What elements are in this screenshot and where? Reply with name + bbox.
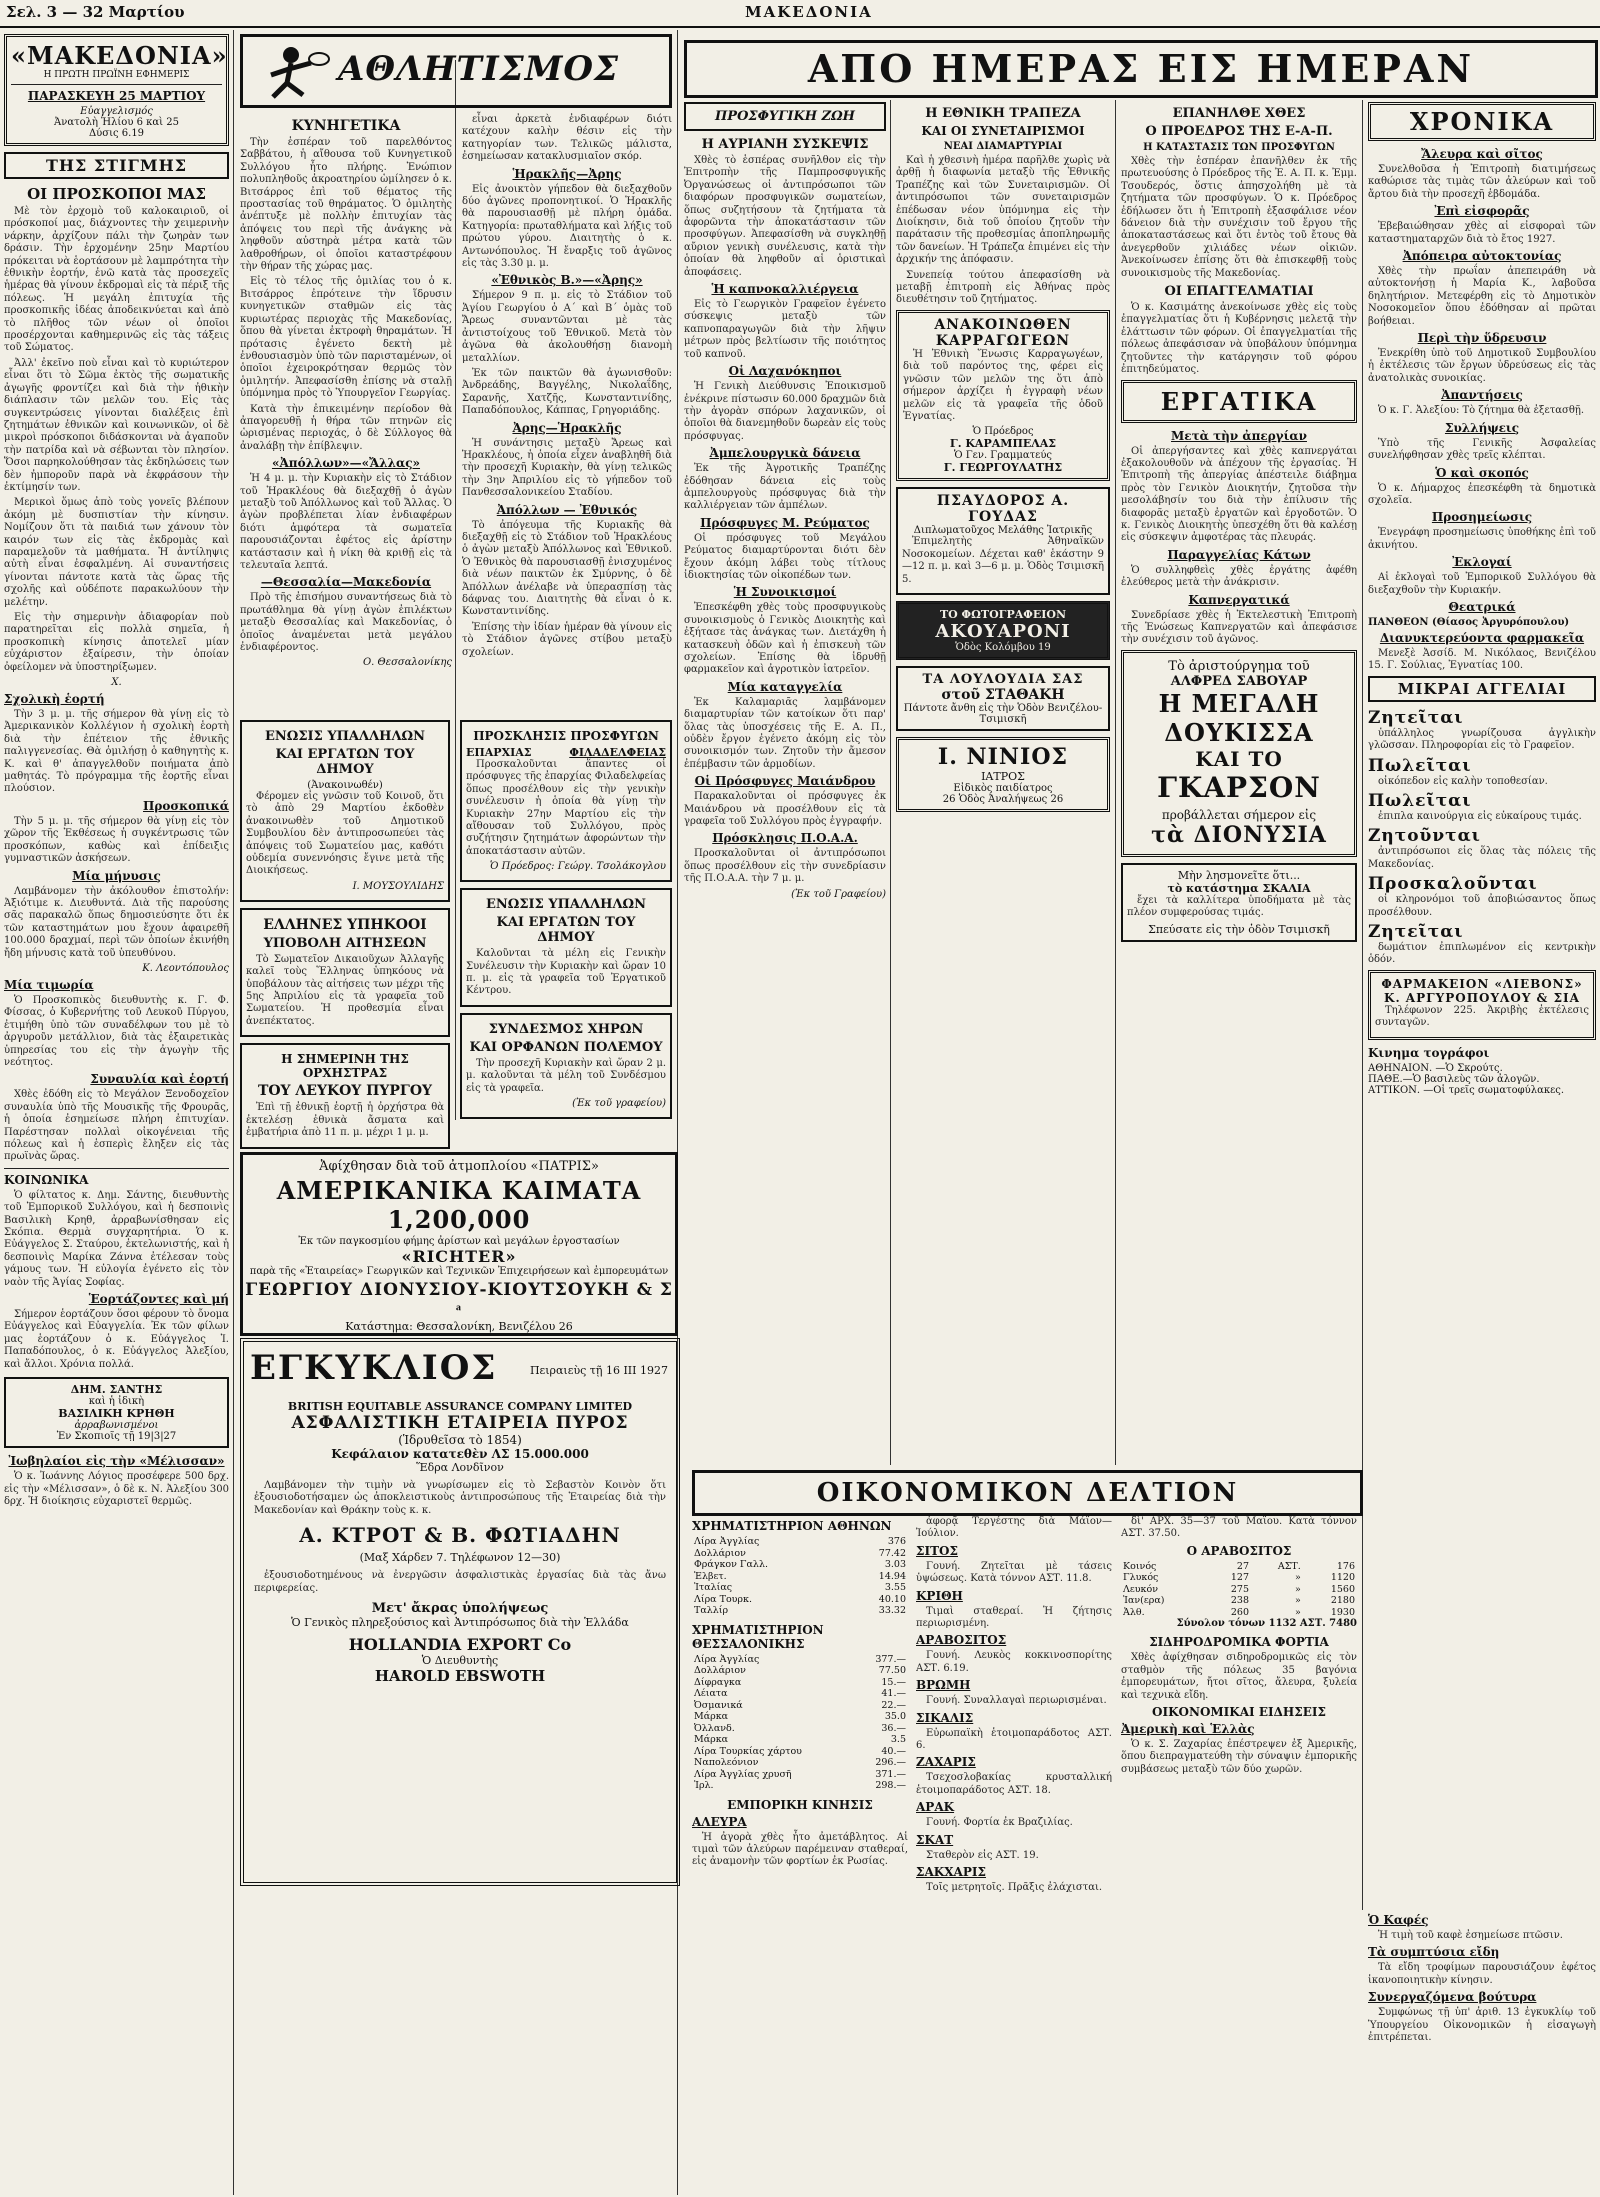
market-row	[692, 1734, 908, 1746]
cinema-title: Κινημα τογράφοι	[1368, 1045, 1490, 1060]
econ-sub-2: Ὁ Καφές	[1368, 1913, 1429, 1927]
market-cell: Ἰαν(ερα)	[1123, 1595, 1165, 1607]
classifieds-title: ΜΙΚΡΑΙ ΑΓΓΕΛΙΑΙ	[1397, 679, 1567, 698]
pharmacy-ad: ΦΑΡΜΑΚΕΙΟΝ «ΛΙΕΒΟΝΣ» Κ. ΑΡΓΥΡΟΠΟΥΛΟΥ & ΣΙΑ Τηλέφωνον 225. Ἀκριβὴς ἐκτέλεσις συνταγῶν.	[1368, 970, 1596, 1040]
ad-circular-date: Πειραιεὺς τῇ 16 ΙΙΙ 1927	[529, 1364, 668, 1377]
good-2: ΚΡΙΘΗ	[916, 1588, 963, 1603]
ad-patris-brand: «RICHTER»	[401, 1247, 517, 1266]
market-cell: Γλυκός	[1123, 1572, 1159, 1584]
good-4: ΒΡΩΜΗ	[916, 1678, 971, 1693]
section-moment	[4, 152, 229, 179]
match-apollon: «Ἀπόλλων»—«Ἄλλας»	[271, 456, 421, 471]
market-row	[692, 1746, 908, 1758]
market-cell: Δίφραγκα	[694, 1676, 742, 1688]
ad-patris-branch	[243, 1333, 675, 1336]
tomorrow-meeting-title: Η ΑΥΡΙΑΝΗ ΣΥΣΚΕΨΙΣ	[701, 137, 869, 152]
col3-sub-loans: Ἀμπελουργικὰ δάνεια	[709, 446, 861, 461]
market-row	[692, 1571, 908, 1583]
market-row	[692, 1780, 908, 1792]
union-title-2: ΚΑΙ ΕΡΓΑΤΩΝ ΤΟΥ ΔΗΜΟΥ	[275, 747, 415, 777]
cinema-2: ΠΑΘΕ.—Ὁ βασιλεὺς τῶν ἀλογῶν.	[1368, 1073, 1540, 1085]
union-sign: Ι. ΜΟΥΣΟΥΛΙΔΗΣ	[352, 880, 444, 892]
market-cell: 77.42	[878, 1547, 906, 1559]
refugees-sign: Ὁ Πρόεδρος: Γεώργ. Τσολάκογλου	[489, 861, 666, 873]
masthead-sunset: Δύσις 6.19	[88, 128, 145, 139]
chron-arrests: Συλλήψεις	[1444, 420, 1520, 435]
doctor2-sub: ΙΑΤΡΟΣ	[981, 769, 1025, 783]
classified-word-2: Πωλεῖται	[1368, 755, 1472, 776]
sports-sub-ares: Ἀρης—Ἡρακλῆς	[512, 420, 622, 435]
athlete-icon	[251, 41, 331, 101]
trade-title: ΕΜΠΟΡΙΚΗ ΚΙΝΗΣΙΣ	[727, 1797, 873, 1812]
market-cell: 14.94	[878, 1570, 906, 1582]
econ-sub-4: Συνεργαζόμενα βούτυρα	[1368, 1990, 1537, 2005]
chron-goal: Ὁ καὶ σκοπός	[1435, 465, 1529, 480]
ad-patris-address: Κατάστημα: Θεσσαλονίκη, Βενιζέλου 26	[345, 1320, 573, 1333]
masthead-date: ΠΑΡΑΣΚΕΥΗ 25 ΜΑΡΤΙΟΥ	[27, 89, 206, 103]
good-5: ΣΙΚΑΛΙΣ	[916, 1710, 974, 1725]
page-header	[0, 0, 1600, 28]
market-cell: 1930	[1330, 1606, 1355, 1618]
classified-word-4: Ζητοῦνται	[1368, 826, 1481, 847]
theater-when: προβάλλεται σήμερον εἰς	[1161, 807, 1317, 822]
bank-title: Η ΕΘΝΙΚΗ ΤΡΑΠΕΖΑ	[925, 106, 1081, 121]
announcement-sign: Ὁ Πρόεδρος	[972, 426, 1034, 438]
column-4: Η ΕΘΝΙΚΗ ΤΡΑΠΕΖΑ ΚΑΙ ΟΙ ΣΥΝΕΤΑΙΡΙΣΜΟΙ ΝΕΑΙ ΔΙΑΜΑΡΤΥΡΙΑΙ Καὶ ἡ χθεσινὴ ἡμέρα παρῆλθε χωρὶς νὰ ἀρθῇ ἡ διαφωνία μεταξὺ τῆς Ἐθνικῆς Τραπέζης καὶ τῶν Συνεταιρισμῶν. Οἱ ἀντιπρόσωποι τῶν συνεταιρισμῶν ἐπέδωσαν νέον ὑπόμνημα εἰς τὴν Διοίκησιν, διὰ τοῦ ὁποίου ζητοῦν τὴν παράτασιν τῆς προθεσμίας ἀποπληρωμῆς τῶν δανείων. Ἡ Τράπεζα ἐπιμένει εἰς τὴν ἀρχικήν της ἀπόφασιν. Συνεπείᾳ τούτου ἀπεφασίσθη νὰ μεταβῇ ἐπιτροπὴ εἰς Ἀθήνας πρὸς διευθέτησιν τοῦ ζητήματος. ΑΝΑΚΟΙΝΩΘΕΝ ΚΑΡΡΑΓΩΓΕΩΝ Ἡ Ἐθνικὴ Ἕνωσις Καρραγωγέων, διὰ τοῦ παρόντος της, φέρει εἰς γνῶσιν τῶν μελῶν της ὅτι ἀπὸ σήμερον ἀρχίζει ἡ ἐγγραφὴ νέων μελῶν εἰς τὰ γραφεῖα τῆς ὁδοῦ Ἐγνατίας. Ὁ Πρόεδρος Γ. ΚΑΡΑΜΠΕΛΑΣ Ὁ Γεν. Γραμματεύς Γ. ΓΕΩΡΓΟΥΛΑΤΗΣ ΠΣΑΥΔΟΡΟΣ Α. ΓΟΥΔΑΣ Διπλωματοῦχος Μελάθης Ἰατρικῆς Ἐπιμελητὴς Ἀθηναϊκῶν Νοσοκομείων. Δέχεται καθ' ἑκάστην 9—12 π. μ. καὶ 3—6 μ. μ. Ὁδὸς Τσιμισκῆ 5. ΤΟ ΦΩΤΟΓΡΑΦΕΙΟΝ ΑΚΟΥΑΡΟΝΙ Ὁδὸς Κολόμβου 19 ΤΑ ΛΟΥΛΟΥΔΙΑ ΣΑΣ στοῦ ΣΤΑΘΑΚΗ Πάντοτε ἄνθη εἰς τὴν Ὁδὸν Βενιζέλου-Τσιμισκῆ Ι. ΝΙΝΙΟΣ ΙΑΤΡΟΣ Εἰδικὸς παιδίατρος 26 Ὁδὸς Ἀναλήψεως 26	[896, 102, 1110, 1462]
ad-patris-company: ΓΕΩΡΓΙΟΥ ΔΙΟΝΥΣΙΟΥ-ΚΙΟΥΤΣΟΥΚΗ & Σ ͣ	[245, 1280, 673, 1320]
ad-circular-founded: (Ἱδρυθεῖσα τὸ 1854)	[398, 1433, 522, 1447]
announcement-title: ΑΝΑΚΟΙΝΩΘΕΝ	[934, 316, 1072, 333]
market-cell: 238	[1230, 1595, 1249, 1607]
orchestra-sub: ΤΟΥ ΛΕΥΚΟΥ ΠΥΡΓΟΥ	[257, 1083, 433, 1100]
col3-sub-gardens: Οἱ Λαχανόκηποι	[728, 364, 842, 379]
announcement-name: Γ. ΚΑΡΑΜΠΕΛΑΣ	[949, 437, 1057, 451]
engagement-bride: ΒΑΣΙΛΙΚΗ ΚΡΗΘΗ	[58, 1407, 175, 1421]
market-cell: 27	[1236, 1560, 1249, 1572]
col3-sub-current: Πρόσφυγες Μ. Ρεύματος	[700, 515, 870, 530]
chron-mortgage: Προσημείωσις	[1431, 510, 1533, 525]
column-5: ΕΠΑΝΗΛΘΕ ΧΘΕΣ Ο ΠΡΟΕΔΡΟΣ ΤΗΣ Ε-Α-Π. Η ΚΑΤΑΣΤΑΣΙΣ ΤΩΝ ΠΡΟΣΦΥΓΩΝ Χθὲς τὴν ἑσπέραν ἐπανῆλθεν ἐκ τῆς πρωτευούσης ὁ Πρόεδρος τῆς Ἐ. Α. Π. κ. Ἐμμ. Τσουδερός, ὅστις ἀπησχολήθη μὲ τὰ ζητήματα τῶν προσφύγων. Ὁ κ. Πρόεδρος ἐδήλωσεν ὅτι ἡ Ἐπιτροπὴ ἐξασφάλισε νέον δάνειον διὰ τὴν συνέχισιν τοῦ ἔργου τῆς ἀποκαταστάσεως καὶ ὅτι ἐντὸς τοῦ ἔτους θὰ ἀνεγερθοῦν χιλιάδες νέων οἰκιῶν. Ἀνεκοίνωσεν ἐπίσης ὅτι θὰ ἐπισκεφθῇ τοὺς συνοικισμοὺς τῆς Μακεδονίας. ΟΙ ΕΠΑΓΓΕΛΜΑΤΙΑΙ Ὁ κ. Κασιμάτης ἀνεκοίνωσε χθὲς εἰς τοὺς ἐπαγγελματίας ὅτι ἡ Κυβέρνησις μελετᾷ τὴν ἐλάττωσιν τῶν φόρων. Οἱ ἐπαγγελματίαι τῆς πόλεως ἀπεφάσισαν νὰ ὑποβάλουν ὑπόμνημα ζητοῦντες τὴν κατάργησιν τοῦ φόρου ἐπιτηδεύματος. ΕΡΓΑΤΙΚΑ Μετὰ τὴν ἀπεργίαν Οἱ ἀπεργήσαντες καὶ χθὲς καπνεργάται ἐξακολουθοῦν νὰ ἀπέχουν τῆς ἐργασίας. Ἡ Ἐπιτροπὴ τῆς ἀπεργίας ἀπέστειλε διάβημα πρὸς τὸν Γενικὸν Διοικητήν, ζητοῦσα τὴν μεσολάβησίν του διὰ τὴν ἐπίλυσιν τῆς διαφορᾶς μεταξὺ ἐργατῶν καὶ ἐργοδοτῶν. Ὁ κ. Γενικὸς Διοικητὴς ὑπεσχέθη ὅτι θὰ καλέσῃ εἰς σύσκεψιν ἀμφοτέρας τὰς πλευράς. Παραγγελίας Κάτων Ὁ συλληφθεὶς χθὲς ἐργάτης ἀφέθη ἐλεύθερος μετὰ τὴν ἀνάκρισιν. Καπνεργατικά Συνεδρίασε χθὲς ἡ Ἐκτελεστικὴ Ἐπιτροπὴ τῆς Ἑνώσεως Καπνεργατῶν καὶ ἀπεφάσισε τὴν συνέχισιν τοῦ ἀγῶνος. Τὸ ἀριστούργημα τοῦ ΑΛΦΡΕΔ ΣΑΒΟΥΑΡ Η ΜΕΓΑΛΗ ΔΟΥΚΙΣΣΑ ΚΑΙ ΤΟ ΓΚΑΡΣΟΝ προβάλλεται σήμερον εἰς τὰ ΔΙΟΝΥΣΙΑ Μὴν λησμονεῖτε ὅτι... τὸ κατάστημα ΣΚΑΛΙΑ ἔχει τὰ καλλίτερα ὑποδήματα μὲ τὰς πλέον συμφερούσας τιμάς. Σπεύσατε εἰς τὴν ὁδὸν Τσιμισκῆ	[1121, 102, 1357, 1462]
shoes-line2: τὸ κατάστημα ΣΚΑΛΙΑ	[1167, 881, 1311, 895]
bank-sub: ΚΑΙ ΟΙ ΣΥΝΕΤΑΙΡΙΣΜΟΙ	[921, 124, 1085, 138]
market-cell: Κοινός	[1123, 1560, 1157, 1572]
chron-water: Περὶ τὴν ὕδρευσιν	[1417, 331, 1547, 346]
market-cell: Λίρα Ἀγγλίας	[694, 1536, 760, 1547]
chron-suicide: Ἀπόπειρα αὐτοκτονίας	[1402, 249, 1562, 264]
thess-table	[692, 1654, 908, 1792]
market-cell: Ταλλίρ	[694, 1605, 729, 1616]
engagement-notice	[4, 1377, 229, 1448]
refugees-sub-2: ΦΙΛΑΔΕΛΦΕΙΑΣ	[569, 746, 666, 759]
announcement-sec: Ὁ Γεν. Γραμματεύς	[953, 450, 1053, 462]
market-cell: Ἀλθ.	[1123, 1606, 1145, 1618]
market-cell: 40.10	[878, 1593, 906, 1605]
ad-circular-director-name: HAROLD EBSWOTH	[374, 1667, 546, 1686]
item-school-feast: Σχολικὴ ἑορτή	[4, 692, 105, 707]
doctor2-title: Ι. ΝΙΝΙΟΣ	[937, 743, 1069, 770]
theater-author: ΑΛΦΡΕΔ ΣΑΒΟΥΑΡ	[1170, 673, 1308, 689]
ad-circular-signoff2: Ὁ Γενικὸς πληρεξούσιος καὶ Ἀντιπρόσωπος διὰ τὴν Ἑλλάδα	[291, 1616, 629, 1630]
market-cell: 296.—	[875, 1757, 906, 1768]
masthead-subtitle: Η ΠΡΩΤΗ ΠΡΩΪΝΗ ΕΦΗΜΕΡΙΣ	[43, 70, 190, 80]
widows-notice: ΣΥΝΔΕΣΜΟΣ ΧΗΡΩΝ ΚΑΙ ΟΡΦΑΝΩΝ ΠΟΛΕΜΟΥ Τὴν προσεχῆ Κυριακὴν καὶ ὥραν 2 μ. μ. καλοῦνται τὰ μέλη τοῦ Συνδέσμου εἰς τὰ γραφεῖα. (Ἐκ τοῦ γραφείου)	[460, 1013, 672, 1119]
market-row	[1121, 1584, 1357, 1596]
chronicle-title: ΧΡΟΝΙΚΑ	[1409, 107, 1555, 136]
greek-subjects-title: ΕΛΛΗΝΕΣ ΥΠΗΚΟΟΙ	[263, 916, 427, 933]
greek-subjects-notice: ΕΛΛΗΝΕΣ ΥΠΗΚΟΟΙ ΥΠΟΒΟΛΗ ΑΙΤΗΣΕΩΝ Τὸ Σωματεῖον Δικαιοῦχων Ἀλλαγῆς καλεῖ τοὺς Ἕλληνας ὑπηκόους νὰ ὑποβάλουν τὰς αἰτήσεις των μέχρι τῆς 5ης Ἀπριλίου εἰς τὰ γραφεῖα τοῦ Σωματείου. Ἡ προθεσμία εἶναι ἀνεπέκτατος.	[240, 908, 450, 1037]
sports-sub-apollon: Ἀπόλλων — Ἐθνικός	[496, 502, 638, 517]
item-celebrants: Ἑορτάζοντες καὶ μή	[88, 1292, 229, 1307]
column-2: ΑΘΛΗΤΙΣΜΟΣ ΚΥΝΗΓΕΤΙΚΑ Τὴν ἑσπέραν τοῦ παρελθόντος Σαββάτου, ἡ αἴθουσα τοῦ Κυνηγετικοῦ Συλλόγου ἦτο πλήρης. Ἐνώπιον πολυπληθοῦς ἀκροατηρίου ὡμίλησεν ὁ κ. Βιτσάρρος ἐπὶ τοῦ θέματος τῆς προστασίας τοῦ θηράματος. Ὁ ὁμιλητὴς ἀνέπτυξε μὲ πολλὴν ἐπιτυχίαν τὰς ἀπόψεις του περὶ τῆς ἀνάγκης νὰ ληφθοῦν αὐστηρὰ μέτρα κατὰ τῶν λαθροθήρων, οἱ ὁποῖοι καταστρέφουν τὴν θήραν τῆς χώρας μας. Εἰς τὸ τέλος τῆς ὁμιλίας του ὁ κ. Βιτσάρρος ἐπρότεινε τὴν ἵδρυσιν κυνηγετικῶν σταθμῶν εἰς τὰς κυριωτέρας περιοχὰς τῆς Μακεδονίας, ὅπου θὰ γίνεται ἐκτροφὴ θηραμάτων. Ἡ πρότασις ἐγένετο δεκτὴ μὲ ἐνθουσιασμὸν ὑπὸ τῶν παρισταμένων, οἱ ὁποῖοι ἐχειροκρότησαν θερμῶς τὸν ὁμιλητήν. Ἀπεφασίσθη ἐπίσης νὰ σταλῇ ὑπόμνημα πρὸς τὸ Ὑπουργεῖον Γεωργίας. Κατὰ τὴν ἐπικειμένην περίοδον θὰ ἀπαγορευθῇ ἡ θήρα τῶν πτηνῶν εἰς ὡρισμένας περιοχάς, ὁ δὲ Σύλλογος θὰ ἀναλάβῃ τὴν ἐπίβλεψιν. «Ἀπόλλων»—«Ἄλλας» Ἡ 4 μ. μ. τὴν Κυριακὴν εἰς τὸ Στάδιον τοῦ Ἡρακλέους θὰ διεξαχθῇ ὁ ἀγὼν μεταξὺ τοῦ Ἀπόλλωνος καὶ τοῦ Ἄλλας. Ὁ ἀγὼν προβλέπεται λίαν ἐνδιαφέρων διότι ἀμφότερα τὰ σωματεῖα παρουσιάζονται ἐφέτος εἰς ἀρίστην κατάστασιν καὶ ἡ νίκη θὰ κριθῇ εἰς τὰ τελευταῖα λεπτά. —Θεσσαλία—Μακεδονία Πρὸ τῆς ἐπισήμου συναντήσεως διὰ τὸ πρωτάθλημα θὰ γίνῃ ἀγὼν ἐπιλέκτων μεταξὺ Θεσσαλίας καὶ Μακεδονίας, ὁ ὁποῖος ἀναμένεται μετὰ μεγάλου ἐνδιαφέροντος. Ο. Θεσσαλονίκης εἶναι ἀρκετὰ ἐνδιαφέρων διότι κατέχουν καλὴν θέσιν εἰς τὴν κατηγορίαν των. Τελικῶς μάλιστα, ἐσημείωσαν κατακλυσμιαῖον σκόρ. Ἡρακλῆς—Ἀρης Εἰς ἀνοικτὸν γήπεδον θὰ διεξαχθοῦν δύο ἀγῶνες προπονητικοί. Ὁ Ἡρακλῆς θὰ παρουσιασθῇ μὲ πλήρη ὁμάδα. Κατηγορία: πρωταθλήματα καὶ λήξις τοῦ πρώτου γύρου. Διαιτητὴς ὁ κ. Αντωνόπουλος. Ἡ ἔναρξις τοῦ ἀγῶνος εἰς τὰς 3.30 μ. μ. «Ἐθνικὸς Β.»—«Ἀρης» Σήμερον 9 π. μ. εἰς τὸ Στάδιον τοῦ Ἁγίου Γεωργίου ὁ Α΄ καὶ Β΄ ὁμὰς τοῦ Ἄρεως συναντῶνται μὲ τὰς ἀντιστοίχους τοῦ Ἐθνικοῦ. Μετὰ τὸν ἀγῶνα θὰ ἀκολουθήσῃ διανομὴ μεταλλίων. Ἐκ τῶν παικτῶν θὰ ἀγωνισθοῦν: Ἀνδρεάδης, Βαγγέλης, Νικολαΐδης, Σαρανῆς, Χατζῆς, Κωνσταντινίδης, Παπαδόπουλος, Κάππας, Γρηγοριάδης. Ἀρης—Ἡρακλῆς Ἡ συνάντησις μεταξὺ Ἄρεως καὶ Ἡρακλέους, ἡ ὁποία εἶχεν ἀναβληθῆ διὰ τὴν προσεχῆ Κυριακὴν, θὰ γίνῃ τελικῶς τὴν 3ην Ἀπριλίου εἰς τὸ γήπεδον τοῦ Πανθεσσαλονικείου Σταδίου. Ἀπόλλων — Ἐθνικός Τὸ ἀπόγευμα τῆς Κυριακῆς θὰ διεξαχθῇ εἰς τὸ Στάδιον τοῦ Ἡρακλέους ὁ ἀγὼν μεταξὺ Ἀπόλλωνος καὶ Ἐθνικοῦ. Ὁ Ἐθνικὸς θὰ παρουσιασθῇ ἐνισχυμένος διὰ νέων παικτῶν ἐκ Σμύρνης, ὁ δὲ Ἀπόλλων ἀνέλαβε νὰ ὑπερασπίσῃ τὰς δάφνας του. Διαιτητὴς θὰ εἶναι ὁ κ. Κωνσταντινίδης. Ἐπίσης τὴν ἰδίαν ἡμέραν θὰ γίνουν εἰς τὸ Στάδιον ἀγῶνες στίβου μεταξὺ σχολείων.	[240, 34, 672, 1114]
ad-patris-line2: Ἐκ τῶν παγκοσμίου φήμης ἀρίστων καὶ μεγάλων ἐργοστασίων	[298, 1236, 620, 1247]
bank-sub2: ΝΕΑΙ ΔΙΑΜΑΡΤΥΡΙΑΙ	[943, 141, 1063, 152]
market-row	[692, 1711, 908, 1723]
market-cell: Ἑλβετ.	[694, 1570, 727, 1582]
labor-sub-strike: Μετὰ τὴν ἀπεργίαν	[1171, 428, 1307, 443]
ad-patris	[240, 1152, 678, 1336]
sports-sub-ethnikos: «Ἐθνικὸς Β.»—«Ἀρης»	[491, 273, 643, 288]
market-cell: 3.55	[884, 1582, 906, 1593]
market-cell: 2180	[1330, 1595, 1355, 1607]
market-row	[692, 1757, 908, 1769]
item-social: ΚΟΙΝΩΝΙΚΑ	[4, 1172, 89, 1187]
market-row	[1121, 1572, 1357, 1584]
market-cell: 77.50	[878, 1665, 906, 1676]
market-cell: Ὀλλανδ.	[694, 1722, 735, 1734]
doctor1-sub: Διπλωματοῦχος Μελάθης Ἰατρικῆς	[913, 525, 1093, 537]
ad-circular-seat: Ἕδρα Λονδῖνον	[416, 1461, 504, 1474]
union-title-1: ΕΝΩΣΙΣ ΥΠΑΛΛΗΛΩΝ	[265, 729, 425, 744]
union2-title-2: ΚΑΙ ΕΡΓΑΤΩΝ ΤΟΥ ΔΗΜΟΥ	[496, 915, 636, 946]
ad-patris-line3: παρὰ τῆς «Ἑταιρείας» Γεωργικῶν καὶ Τεχνικῶν Ἐπιχειρήσεων καὶ ἐμπορευμάτων	[249, 1266, 669, 1277]
rail-title: ΣΙΔΗΡΟΔΡΟΜΙΚΑ ΦΟΡΤΙΑ	[1149, 1635, 1329, 1650]
union-notice: ΕΝΩΣΙΣ ΥΠΑΛΛΗΛΩΝ ΚΑΙ ΕΡΓΑΤΩΝ ΤΟΥ ΔΗΜΟΥ (Ἀνακοινωθέν) Φέρομεν εἰς γνῶσιν τοῦ Κοινοῦ, ὅτι τὸ ἀπὸ 29 Μαρτίου ἐκδοθὲν ἀνακοινωθὲν τοῦ Δημοτικοῦ Συμβουλίου δὲν ἀντιπροσωπεύει τὰς ἀπόψεις τοῦ Σωματείου μας, καθότι οὐδεμία συνεννόησις ἔγινε μετὰ τῆς Διοικήσεως. Ι. ΜΟΥΣΟΥΛΙΔΗΣ	[240, 720, 450, 902]
classified-word-6: Ζητεῖται	[1368, 922, 1464, 942]
labor-banner	[1121, 380, 1357, 423]
market-row	[692, 1665, 908, 1677]
market-row	[692, 1723, 908, 1735]
union2-notice: ΕΝΩΣΙΣ ΥΠΑΛΛΗΛΩΝ ΚΑΙ ΕΡΓΑΤΩΝ ΤΟΥ ΔΗΜΟΥ Καλοῦνται τὰ μέλη εἰς Γενικὴν Συνέλευσιν τὴν Κυριακὴν καὶ ὥραν 10 π. μ. εἰς τὰ γραφεῖα τοῦ Ἐργατικοῦ Κέντρου.	[460, 888, 672, 1007]
flowers-sub: στοῦ ΣΤΑΘΑΚΗ	[941, 686, 1065, 703]
market-row	[692, 1594, 908, 1606]
union2-title-1: ΕΝΩΣΙΣ ΥΠΑΛΛΗΛΩΝ	[486, 897, 646, 913]
classified-word-5: Προσκαλοῦνται	[1368, 874, 1538, 895]
announcement-sub: ΚΑΡΡΑΓΩΓΕΩΝ	[935, 332, 1071, 349]
market-cell: Δολλάριον	[694, 1665, 746, 1676]
market-cell: »	[1294, 1583, 1301, 1595]
masthead-saint: Εὐαγγελισμός	[80, 106, 153, 117]
ad-circular-company-en: BRITISH EQUITABLE ASSURANCE COMPANY LIMITED	[287, 1400, 633, 1413]
market-cell: Δολλάριον	[694, 1547, 746, 1559]
market-cell: 15.—	[881, 1676, 906, 1688]
economic-col-4: Ὁ Καφές Ἡ τιμὴ τοῦ καφὲ ἐσημείωσε πτῶσιν. Τὰ συμπτύσια εἴδη Τὰ εἴδη τροφίμων παρουσιάζουν ἐφέτος ἱκανοποιητικὴν κίνησιν. Συνεργαζόμενα βούτυρα Συμφώνως τῇ ὑπ' ἀριθ. 13 ἐγκυκλίῳ τοῦ Ὑπουργείου Οἰκονομικῶν ἡ εἰσαγωγὴ ἐπιτρέπεται.	[1368, 1913, 1596, 2044]
good-8: ΣΚΑΤ	[916, 1832, 954, 1847]
theater-title-1: Η ΜΕΓΑΛΗ ΔΟΥΚΙΣΣΑ	[1158, 688, 1320, 747]
shoes-line1: Μὴν λησμονεῖτε ὅτι...	[1177, 868, 1301, 882]
market-row	[692, 1605, 908, 1617]
column-6: ΧΡΟΝΙΚΑ Ἄλευρα καὶ σῖτος Συνελθοῦσα ἡ Ἐπιτροπὴ διατιμήσεως καθώρισε τὰς τιμὰς τῶν ἀλεύρων καὶ τοῦ ἄρτου διὰ τὴν προσεχῆ ἑβδομάδα. Ἐπὶ εἰσφορᾶς Ἐβεβαιώθησαν χθὲς αἱ εἰσφοραὶ τῶν καταστηματαρχῶν διὰ τὸ ἔτος 1927. Ἀπόπειρα αὐτοκτονίας Χθὲς τὴν πρωΐαν ἀπεπειράθη νὰ αὐτοκτονήσῃ ἡ Μαρία Κ., λαβοῦσα δηλητήριον. Μετεφέρθη εἰς τὸ Δημοτικὸν Νοσοκομεῖον ὅπου ἐδόθησαν αἱ πρῶται βοήθειαι. Περὶ τὴν ὕδρευσιν Ἐνεκρίθη ὑπὸ τοῦ Δημοτικοῦ Συμβουλίου ἡ ἐκτέλεσις τῶν ἔργων ὑδρεύσεως εἰς τὰς ἀνατολικὰς συνοικίας. Ἀπαντήσεις Ὁ κ. Γ. Ἀλεξίου: Τὸ ζήτημα θὰ ἐξετασθῇ. Συλλήψεις Ὑπὸ τῆς Γενικῆς Ἀσφαλείας συνελήφθησαν χθὲς τρεῖς κλέπται. Ὁ καὶ σκοπός Ὁ κ. Δήμαρχος ἐπεσκέφθη τὰ δημοτικὰ σχολεῖα. Προσημείωσις Ἐνεγράφη προσημείωσις ὑποθήκης ἐπὶ τοῦ ἀκινήτου. Ἐκλογαί Αἱ ἐκλογαὶ τοῦ Ἐμπορικοῦ Συλλόγου θὰ διεξαχθοῦν τὴν Κυριακήν. Θεατρικά ΠΑΝΘΕΟΝ (Θίασος Ἀργυρόπουλου) Διανυκτερεύοντα φαρμακεῖα Μενεξὲ Ἀσσίδ. Μ. Νικόλαος, Βενιζέλου 15. Γ. Σούλιας, Ἐγνατίας 100. ΜΙΚΡΑΙ ΑΓΓΕΛΙΑΙ Ζητεῖται ὑπάλληλος γνωρίζουσα ἀγγλικὴν γλῶσσαν. Πληροφορίαι εἰς τὸ Γραφεῖον. Πωλεῖται οἰκόπεδον εἰς καλὴν τοποθεσίαν. Πωλεῖται ἐπιπλα καινούργια εἰς εὐκαίρους τιμάς. Ζητοῦνται ἀντιπρόσωποι εἰς ὅλας τὰς πόλεις τῆς Μακεδονίας. Προσκαλοῦνται οἱ κληρονόμοι τοῦ ἀποβιώσαντος ὅπως προσέλθουν. Ζητεῖται δωμάτιον ἐπιπλωμένον εἰς κεντρικὴν ὁδόν. ΦΑΡΜΑΚΕΙΟΝ «ΛΙΕΒΟΝΣ» Κ. ΑΡΓΥΡΟΠΟΥΛΟΥ & ΣΙΑ Τηλέφωνον 225. Ἀκριβὴς ἐκτέλεσις συνταγῶν. Κινημα τογράφοι ΑΘΗΝΑΙΟΝ. —Ὁ Σκρούτς. ΠΑΘΕ.—Ὁ βασιλεὺς τῶν ἀλογῶν. ΑΤΤΙΚΟΝ. —Οἱ τρεῖς σωματοφύλακες.	[1368, 102, 1596, 1912]
union-sub: (Ἀνακοινωθέν)	[307, 780, 383, 791]
theater-line1: Τὸ ἀριστούργημα τοῦ	[1168, 658, 1310, 674]
ad-circular-signoff: Μετ' ἄκρας ὑπολήψεως	[371, 1601, 549, 1617]
doctor2-addr: 26 Ὁδὸς Ἀναλήψεως 26	[942, 793, 1064, 805]
arab-title: Ο ΑΡΑΒΟΣΙΤΟΣ	[1186, 1543, 1292, 1558]
good-1: ΣΙΤΟΣ	[916, 1543, 958, 1558]
president-sub2: Η ΚΑΤΑΣΤΑΣΙΣ ΤΩΝ ΠΡΟΣΦΥΓΩΝ	[1143, 142, 1335, 153]
market-cell: 3.03	[884, 1559, 906, 1570]
item-lawsuit: Μία μήνυσις	[72, 868, 161, 883]
flowers-ad	[896, 666, 1110, 731]
arab-table	[1121, 1561, 1357, 1619]
chron-theater: Θεατρικά	[1448, 599, 1516, 614]
econ-news-title: ΟΙΚΟΝΟΜΙΚΑΙ ΕΙΔΗΣΕΙΣ	[1152, 1704, 1326, 1719]
market-cell: 377.—	[875, 1653, 906, 1665]
chron-levy: Ἐπὶ εἰσφορᾶς	[1434, 204, 1530, 219]
professionals-title: ΟΙ ΕΠΑΓΓΕΛΜΑΤΙΑΙ	[1164, 284, 1314, 300]
sports-sub-heracles: Ἡρακλῆς—Ἀρης	[512, 166, 622, 181]
market-row	[692, 1559, 908, 1571]
announcement-box: ΑΝΑΚΟΙΝΩΘΕΝ ΚΑΡΡΑΓΩΓΕΩΝ Ἡ Ἐθνικὴ Ἕνωσις Καρραγωγέων, διὰ τοῦ παρόντος της, φέρει εἰς γνῶσιν τῶν μελῶν της ὅτι ἀπὸ σήμερον ἀρχίζει ἡ ἐγγραφὴ νέων μελῶν εἰς τὰ γραφεῖα τῆς ὁδοῦ Ἐγνατίας. Ὁ Πρόεδρος Γ. ΚΑΡΑΜΠΕΛΑΣ Ὁ Γεν. Γραμματεύς Γ. ΓΕΩΡΓΟΥΛΑΤΗΣ	[896, 310, 1110, 481]
section-moment-title: ΤΗΣ ΣΤΙΓΜΗΣ	[45, 156, 188, 175]
ad-circular-company-gr: ΑΣΦΑΛΙΣΤΙΚΗ ΕΤΑΙΡΕΙΑ ΠΥΡΟΣ	[291, 1413, 629, 1433]
econ-sub-1: Ἀμερικὴ καὶ Ἑλλὰς	[1121, 1721, 1255, 1736]
market-row	[692, 1548, 908, 1560]
pharmacy-title: ΦΑΡΜΑΚΕΙΟΝ «ΛΙΕΒΟΝΣ»	[1381, 976, 1583, 991]
market-cell: 260	[1230, 1606, 1249, 1618]
item-concert: Συναυλία καὶ ἑορτή	[90, 1072, 229, 1087]
item-melissa: Ἰωβηλαίοι εἰς τὴν «Μέλισσαν»	[8, 1454, 225, 1469]
market-cell: 298.—	[875, 1780, 906, 1791]
ad-circular-director: Ὁ Διευθυντὴς	[421, 1654, 499, 1668]
labor-sub-tobacco: Καπνεργατικά	[1188, 592, 1290, 607]
col3-foot: (Ἐκ τοῦ Γραφείου)	[791, 888, 886, 900]
market-cell: 275	[1230, 1583, 1249, 1595]
market-cell: 376	[887, 1536, 906, 1547]
engagement-date: Ἐν Σκοπιοῖς τῇ 19|3|27	[56, 1431, 177, 1443]
market-row	[1121, 1607, 1357, 1619]
item-scouting: Προσκοπικά	[143, 798, 229, 813]
market-cell: 371.—	[875, 1768, 906, 1780]
market-row	[1121, 1595, 1357, 1607]
masthead	[4, 34, 229, 146]
photo-ad	[896, 601, 1110, 660]
refugee-life-box	[684, 102, 886, 131]
good-3: ΑΡΑΒΟΣΙΤΟΣ	[916, 1633, 1007, 1648]
thess-exchange-title: ΧΡΗΜΑΤΙΣΤΗΡΙΟΝ ΘΕΣΣΑΛΟΝΙΚΗΣ	[692, 1622, 824, 1651]
market-cell: Ναπολεόνιον	[694, 1757, 759, 1768]
market-row	[692, 1582, 908, 1594]
ad-circular-agent: Α. ΚΤΡΟΤ & Β. ΦΩΤΙΑΔΗΝ	[299, 1523, 621, 1548]
labor-title: ΕΡΓΑΤΙΚΑ	[1160, 386, 1318, 416]
sports-banner-title: ΑΘΛΗΤΙΣΜΟΣ	[338, 49, 620, 89]
theater-ad	[1121, 650, 1357, 857]
photo-name: ΑΚΟΥΑΡΟΝΙ	[935, 620, 1071, 642]
market-cell: Ἰρλ.	[694, 1780, 714, 1791]
market-cell: »	[1294, 1572, 1301, 1584]
athens-exchange-title: ΧΡΗΜΑΤΙΣΤΗΡΙΟΝ ΑΘΗΝΩΝ	[692, 1519, 892, 1533]
doctor1-ad: ΠΣΑΥΔΟΡΟΣ Α. ΓΟΥΔΑΣ Διπλωματοῦχος Μελάθης Ἰατρικῆς Ἐπιμελητὴς Ἀθηναϊκῶν Νοσοκομείων. Δέχεται καθ' ἑκάστην 9—12 π. μ. καὶ 3—6 μ. μ. Ὁδὸς Τσιμισκῆ 5.	[896, 487, 1110, 595]
sports-signature: Ο. Θεσσαλονίκης	[362, 657, 452, 669]
good-6: ΖΑΧΑΡΙΣ	[916, 1755, 976, 1770]
refugees-title: ΠΡΟΣΚΛΗΣΙΣ ΠΡΟΣΦΥΓΩΝ	[473, 729, 659, 743]
arab-total: Σύνολον τόνων 1132 ΑΣΤ. 7480	[1176, 1618, 1357, 1630]
shoes-line3: Σπεύσατε εἰς τὴν ὁδὸν Τσιμισκῆ	[1148, 922, 1330, 936]
market-cell: Λίρα Ἀγγλίας χρυσῆ	[694, 1768, 792, 1780]
item-honor: Μία τιμωρία	[4, 977, 94, 992]
ad-circular-title: ΕΓΚΥΚΛΙΟΣ	[250, 1348, 498, 1388]
shoes-ad: Μὴν λησμονεῖτε ὅτι... τὸ κατάστημα ΣΚΑΛΙΑ ἔχει τὰ καλλίτερα ὑποδήματα μὲ τὰς πλέον συμφερούσας τιμάς. Σπεύσατε εἰς τὴν ὁδὸν Τσιμισκῆ	[1121, 863, 1357, 942]
classified-word-3: Πωλεῖται	[1368, 790, 1472, 811]
chron-flour: Ἄλευρα καὶ σῖτος	[1421, 147, 1543, 161]
market-cell: »	[1294, 1595, 1301, 1607]
headline-scouts: ΟΙ ΠΡΟΣΚΟΠΟΙ ΜΑΣ	[27, 185, 206, 203]
market-cell: Λίρα Τουρκίας χάρτου	[694, 1745, 802, 1757]
economic-col-2: ἀφορᾷ Τεργέστης διὰ Μάϊον—Ἰούλιον. ΣΙΤΟΣ Γουνή. Ζητεῖται μὲ τάσεις ὑψώσεως. Κατὰ τόννον ΑΣΤ. 11.8. ΚΡΙΘΗ Τιμαὶ σταθεραί. Ἡ ζήτησις περιωρισμένη. ΑΡΑΒΟΣΙΤΟΣ Γουνή. Λευκὸς κοκκινοσπορίτης ΑΣΤ. 6.19. ΒΡΩΜΗ Γουνή. Συναλλαγαὶ περιωρισμέναι. ΣΙΚΑΛΙΣ Εὐρωπαϊκὴ ἑτοιμοπαράδοτος ΑΣΤ. 6. ΖΑΧΑΡΙΣ Τσεχοσλοβακίας κρυσταλλική ἑτοιμοπαράδοτος ΑΣΤ. 18. ΑΡΑΚ Γουνή. Φορτία ἐκ Βραζιλίας. ΣΚΑΤ Σταθερὸν εἰς ΑΣΤ. 19. ΣΑΚΧΑΡΙΣ Τοῖς μετρητοῖς. Πρᾶξις ἐλάχισται.	[916, 1516, 1112, 1894]
theater-title-2: ΚΑΙ ΤΟ	[1195, 746, 1283, 771]
photo-title: ΤΟ ΦΩΤΟΓΡΑΦΕΙΟΝ	[939, 607, 1067, 621]
market-cell: 3.5	[890, 1734, 906, 1745]
flowers-title: ΤΑ ΛΟΥΛΟΥΔΙΑ ΣΑΣ	[922, 671, 1084, 687]
photo-addr: Ὁδὸς Κολόμβου 19	[955, 641, 1051, 653]
widows-foot: (Ἐκ τοῦ γραφείου)	[572, 1098, 666, 1110]
ad-patris-main: ΑΜΕΡΙΚΑΝΙΚΑ ΚΑΙΜΑΤΑ 1,200,000	[276, 1176, 642, 1234]
market-cell: 1120	[1330, 1572, 1355, 1584]
col1-signature: Κ. Λεοντόπουλος	[142, 962, 229, 974]
theater-title-3: ΓΚΑΡΣΟΝ	[1157, 770, 1321, 804]
widows-title-1: ΣΥΝΔΕΣΜΟΣ ΧΗΡΩΝ	[488, 1021, 644, 1037]
athens-table	[692, 1536, 908, 1617]
theater-venue: τὰ ΔΙΟΝΥΣΙΑ	[1151, 821, 1327, 848]
doctor2-spec: Εἰδικὸς παιδίατρος	[953, 782, 1053, 794]
ad-circular: ΕΓΚΥΚΛΙΟΣ Πειραιεὺς τῇ 16 ΙΙΙ 1927 BRITISH EQUITABLE ASSURANCE COMPANY LIMITED ΑΣΦΑΛΙΣΤΙΚΗ ΕΤΑΙΡΕΙΑ ΠΥΡΟΣ (Ἱδρυθεῖσα τὸ 1854) Κεφάλαιον κατατεθὲν ΛΣ 15.000.000 Ἕδρα Λονδῖνον Λαμβάνομεν τὴν τιμὴν νὰ γνωρίσωμεν εἰς τὸ Σεβαστὸν Κοινὸν ὅτι ἐξουσιοδοτήσαμεν ὡς ἀποκλειστικοὺς ἀντιπροσώπους τῆς Ἑταιρείας διὰ τὴν Μακεδονίαν καὶ Θράκην τοὺς κ. κ. Α. ΚΤΡΟΤ & Β. ΦΩΤΙΑΔΗΝ (Μαξ Χάρδεν 7. Τηλέφωνον 12—30) ἐξουσιοδοτημένους νὰ ἐνεργῶσιν ἀσφαλιστικὰς ἐργασίας διὰ τὰς ἄνω περιφερείας. Μετ' ἄκρας ὑπολήψεως Ὁ Γενικὸς πληρεξούσιος καὶ Ἀντιπρόσωπος διὰ τὴν Ἑλλάδα HOLLANDIA EXPORT Co Ὁ Διευθυντὴς HAROLD EBSWOTH	[240, 1338, 680, 1886]
market-cell: Λέιατα	[694, 1688, 728, 1699]
market-row	[692, 1688, 908, 1700]
chronicle-banner	[1368, 102, 1596, 141]
good-7: ΑΡΑΚ	[916, 1800, 955, 1815]
orchestra-notice: Η ΣΗΜΕΡΙΝΗ ΤΗΣ ΟΡΧΗΣΤΡΑΣ ΤΟΥ ΛΕΥΚΟΥ ΠΥΡΓΟΥ Ἐπὶ τῇ ἐθνικῇ ἑορτῇ ἡ ὀρχήστρα θὰ ἐκτελέσῃ ἐθνικὰ ἄσματα καὶ ἐμβατήρια ἀπὸ 11 π. μ. μέχρι 1 μ. μ.	[240, 1043, 450, 1148]
chron-elections: Ἐκλογαί	[1452, 555, 1512, 570]
chron-answers: Ἀπαντήσεις	[1441, 388, 1523, 403]
market-row	[692, 1654, 908, 1666]
market-cell: 176	[1336, 1560, 1355, 1572]
widows-title-2: ΚΑΙ ΟΡΦΑΝΩΝ ΠΟΛΕΜΟΥ	[469, 1039, 663, 1055]
economic-col-1: ΧΡΗΜΑΤΙΣΤΗΡΙΟΝ ΑΘΗΝΩΝ Λίρα Ἀγγλίας 376 Δολλάριον 77.42 Φράγκον Γαλλ. 3.03 Ἑλβετ. 14.94 Ἰταλίας 3.55 Λίρα Τουρκ. 40.10 Ταλλίρ 33.32 ΧΡΗΜΑΤΙΣΤΗΡΙΟΝ ΘΕΣΣΑΛΟΝΙΚΗΣ Λίρα Ἀγγλίας 377.— Δολλάριον 77.50 Δίφραγκα 15.— Λέιατα 41.— Ὀσμανικά 22.— Μάρκα 35.0 Ὀλλανδ. 36.— Μάρκα 3.5 Λίρα Τουρκίας χάρτου 40.— Ναπολεόνιον 296.— Λίρα Ἀγγλίας χρυσῆ 371.— Ἰρλ. 298.— ΕΜΠΟΡΙΚΗ ΚΙΝΗΣΙΣ ΑΛΕΥΡΑ Ἡ ἀγορὰ χθὲς ἦτο ἀμετάβλητος. Αἱ τιμαὶ τῶν ἀλεύρων παρέμειναν σταθεραί, εἰς ἀναμονὴν τῶν φορτίων ἐκ Ρωσίας.	[692, 1519, 908, 1868]
page-header-date: Σελ. 3 — 32 Μαρτίου	[6, 3, 185, 21]
greek-subjects-sub: ΥΠΟΒΟΛΗ ΑΙΤΗΣΕΩΝ	[263, 935, 427, 951]
market-cell: »	[1294, 1606, 1301, 1618]
page-header-title: ΜΑΚΕΔΟΝΙΑ	[745, 3, 873, 21]
doctor2-ad	[896, 737, 1110, 812]
pharmacy-name: Κ. ΑΡΓΥΡΟΠΟΥΛΟΥ & ΣΙΑ	[1384, 990, 1580, 1005]
classifieds-banner	[1368, 676, 1596, 702]
ad-circular-capital: Κεφάλαιον κατατεθὲν ΛΣ 15.000.000	[331, 1447, 589, 1461]
market-cell: Φράγκον Γαλλ.	[694, 1559, 768, 1570]
market-cell: Λίρα Ἀγγλίας	[694, 1653, 760, 1665]
market-cell: 35.0	[884, 1711, 906, 1722]
refugee-life-title: ΠΡΟΣΦΥΓΙΚΗ ΖΩΗ	[715, 109, 855, 124]
market-row	[1121, 1561, 1357, 1573]
notices-right	[460, 720, 672, 1150]
market-cell: Ὀσμανικά	[694, 1699, 743, 1711]
market-cell: Μάρκα	[694, 1711, 729, 1722]
market-row	[692, 1536, 908, 1548]
ad-circular-firm: HOLLANDIA EXPORT Co	[348, 1635, 572, 1655]
econ-sub-3: Τὰ συμπτύσια εἴδη	[1368, 1945, 1500, 1960]
col3-sub-tobacco: Ἡ καπνοκαλλιέργεια	[711, 282, 859, 297]
col3-sub-invitation: Πρόσκλησις Π.Ο.Α.Α.	[712, 831, 858, 846]
match-thessaly: —Θεσσαλία—Μακεδονία	[260, 575, 432, 590]
doctor1-title: ΠΣΑΥΔΟΡΟΣ Α. ΓΟΥΔΑΣ	[936, 493, 1070, 526]
notices-left	[240, 720, 450, 1150]
ad-circular-agent-addr: (Μαξ Χάρδεν 7. Τηλέφωνον 12—30)	[359, 1551, 561, 1565]
sports-banner	[240, 34, 672, 108]
flowers-addr: Πάντοτε ἄνθη εἰς τὴν Ὁδὸν Βενιζέλου-Τσιμισκῆ	[903, 702, 1103, 725]
market-cell: Λίρα Τουρκ.	[694, 1593, 752, 1605]
chron-pharmacies: Διανυκτερεύοντα φαρμακεῖα	[1379, 630, 1585, 645]
col3-sub-settlements: Ἡ Συνοικισμοί	[733, 585, 837, 600]
masthead-sunrise: Ἀνατολὴ Ἡλίου 6 καὶ 25	[54, 117, 179, 128]
col3-sub-meander: Οἱ Πρόσφυγες Μαιάνδρου	[694, 774, 876, 789]
engagement-conj: καὶ ἡ ἰδικὴ	[88, 1396, 145, 1408]
economic-banner	[692, 1470, 1363, 1516]
refugees-notice: ΠΡΟΣΚΛΗΣΙΣ ΠΡΟΣΦΥΓΩΝ ΕΠΑΡΧΙΑΣ ΦΙΛΑΔΕΛΦΕΙΑΣ Προσκαλοῦνται ἅπαντες οἱ πρόσφυγες τῆς ἐπαρχίας Φιλαδελφείας ὅπως προσέλθουν εἰς τὴν γενικὴν συνέλευσιν ἡ ὁποία θὰ γίνῃ τὴν Κυριακὴν 27ην Μαρτίου εἰς τὴν αἴθουσαν τοῦ Συλλόγου, πρὸς συζήτησιν ζητημάτων ἀφορώντων τὴν ἀποκατάστασιν αὐτῶν. Ὁ Πρόεδρος: Γεώργ. Τσολάκογλου	[460, 720, 672, 882]
market-row	[692, 1769, 908, 1781]
market-cell: 40.—	[881, 1745, 906, 1757]
hunting-title: ΚΥΝΗΓΕΤΙΚΑ	[291, 118, 401, 134]
market-cell: Μάρκα	[694, 1734, 729, 1745]
economic-col-3: δὶ' ΑΡΧ. 35—37 τοῦ Μαΐου. Κατὰ τόννον ΑΣΤ. 37.50. Ο ΑΡΑΒΟΣΙΤΟΣ Κοινός 27 ΑΣΤ. 176 Γλυκός 127 » 1120 Λευκόν 275 » 1560 Ἰαν(ερα) 238 » 2180 Ἀλθ. 260 » 1930 Σύνολον τόνων 1132 ΑΣΤ. 7480 ΣΙΔΗΡΟΔΡΟΜΙΚΑ ΦΟΡΤΙΑ Χθὲς ἀφίχθησαν σιδηροδρομικῶς εἰς τὸν σταθμὸν τῆς πόλεως 35 βαγόνια ἐμπορευμάτων, ἤτοι σῖτος, ἄλευρα, ξυλεία καὶ τεχνικὰ εἴδη. ΟΙΚΟΝΟΜΙΚΑΙ ΕΙΔΗΣΕΙΣ Ἀμερικὴ καὶ Ἑλλὰς Ὁ κ. Σ. Ζαχαρίας ἐπέστρεψεν ἐξ Ἀμερικῆς, ὅπου διεπραγματεύθη τὴν σύναψιν ἐμπορικῆς συμβάσεως μεταξὺ τῶν δύο χωρῶν.	[1121, 1516, 1357, 1775]
ad-patris-line1: Ἀφίχθησαν διὰ τοῦ ἀτμοπλοίου «ΠΑΤΡΙΣ»	[319, 1159, 599, 1174]
market-row	[692, 1677, 908, 1689]
market-row	[692, 1700, 908, 1712]
masthead-title: «ΜΑΚΕΔΟΝΙΑ»	[11, 41, 228, 70]
cinema-3: ΑΤΤΙΚΟΝ. —Οἱ τρεῖς σωματοφύλακες.	[1368, 1084, 1565, 1096]
market-cell: Λευκόν	[1123, 1583, 1158, 1595]
classified-word-1: Ζητεῖται	[1368, 707, 1464, 728]
right-banner-title: ΑΠΟ ΗΜΕΡΑΣ ΕΙΣ ΗΜΕΡΑΝ	[807, 46, 1475, 91]
right-banner	[684, 40, 1598, 98]
engagement-groom: ΔΗΜ. ΣΑΝΤΗΣ	[70, 1383, 163, 1397]
market-cell: 127	[1230, 1572, 1249, 1584]
column-1: «ΜΑΚΕΔΟΝΙΑ» Η ΠΡΩΤΗ ΠΡΩΪΝΗ ΕΦΗΜΕΡΙΣ ΠΑΡΑΣΚΕΥΗ 25 ΜΑΡΤΙΟΥ Εὐαγγελισμός Ἀνατολὴ Ἡλίου 6 καὶ 25 Δύσις 6.19 ΤΗΣ ΣΤΙΓΜΗΣ ΟΙ ΠΡΟΣΚΟΠΟΙ ΜΑΣ Μὲ τὸν ἐρχομὸ τοῦ καλοκαιριοῦ, οἱ πρόσκοποί μας, διάχνοντες τὴν χειμερινὴν νάρκην, ἀρχίζουν πάλι τὴν ζωηρὰν των δράσιν. Τὴν ἐρχομένην 25ην Μαρτίου πρόκειται νὰ ἑορτάσουν μὲ λαμπρότητα τὴν ἐθνικὴν ἑορτήν, ἐνῶ κατὰ τὰς προσεχεῖς ἡμέρας θὰ γίνουν ἐκδρομαὶ εἰς τὰ πέριξ τῆς πόλεως. Ἡ μεγάλη ἐπιτυχία τῆς προσκοπικῆς ἰδέας ἀποδεικνύεται καὶ ἀπὸ τὸ πλῆθος τῶν νέων οἱ ὁποῖοι προσέρχονται καθημερινῶς εἰς τὰς τάξεις τοῦ Σώματος. Ἀλλ' ἐκεῖνο ποὺ εἶναι καὶ τὸ κυριώτερον εἶναι ὅτι τὸ Σῶμα ἐκτὸς τῆς σωματικῆς ἀγωγῆς φροντίζει καὶ διὰ τὴν ἠθικὴν διάπλασιν τῶν μελῶν του. Εἰς τὰς συγκεντρώσεις γίνονται διαλέξεις ἐπὶ ζητημάτων ἐθνικῶν καὶ κοινωνικῶν, οἱ δὲ μικροὶ πρόσκοποι διδάσκονται νὰ ἀγαποῦν τὴν πατρίδα καὶ νὰ σέβωνται τὸν πλησίον. Ὅσοι παρηκολούθησαν τὰς ἐκδηλώσεις των δὲν ἠμποροῦν παρὰ νὰ ἐκφράσουν τὴν ἐκτίμησίν των. Μερικοὶ ὅμως ἀπὸ τοὺς γονεῖς βλέπουν ἀκόμη μὲ δυσπιστίαν τὴν κίνησιν. Νομίζουν ὅτι τὰ παιδιά των χάνουν τὸν καιρόν των εἰς τὰς ἐκδρομὰς καὶ παραμελοῦν τὰ μαθήματα. Ἡ ἀντίληψις αὐτὴ εἶναι ἐσφαλμένη. Αἱ συναντήσεις γίνονται πάντοτε κατὰ τὰς ὥρας τῆς σχολῆς καὶ οὐδέποτε παρακωλύουν τὴν μελέτην. Εἰς τὴν σημερινὴν ἀδιαφορίαν ποὺ παρατηρεῖται εἰς πολλὰ σημεῖα, ἡ προσκοπικὴ κίνησις ἀποτελεῖ μίαν εὐχάριστον ἐξαίρεσιν, τὴν ὁποίαν ὀφείλομεν νὰ ὑποστηρίξωμεν. Χ. Σχολικὴ ἑορτή Τὴν 3 μ. μ. τῆς σήμερον θὰ γίνῃ εἰς τὸ Ἀμερικανικὸν Κολλέγιον ἡ σχολικὴ ἑορτὴ διὰ τὴν ἐπέτειον τῆς ἐθνικῆς παλιγγενεσίας. Θὰ ὁμιλήσῃ ὁ καθηγητὴς κ. Κ. καὶ θ' ἀπαγγελθοῦν ποιήματα ἀπὸ μαθητάς. Τὸ πρόγραμμα τῆς ἑορτῆς εἶναι πλούσιον. Προσκοπικά Τὴν 5 μ. μ. τῆς σήμερον θὰ γίνῃ εἰς τὸν χῶρον τῆς Ἐκθέσεως ἡ συγκέντρωσις τῶν προσκόπων, καθὼς καὶ ἐπίδειξις γυμναστικῶν ἀσκήσεων. Μία μήνυσις Λαμβάνομεν τὴν ἀκόλουθον ἐπιστολήν: Ἀξιότιμε κ. Διευθυντά. Διὰ τῆς παρούσης σᾶς παρακαλῶ ὅπως δημοσιεύσητε ὅτι ἐκ τῶν καταστημάτων μου ἔχουν ἀφαιρεθῆ 100.000 δραχμαί, περὶ τῶν ὁποίων ἐκινήθη ἤδη μήνυσις κατὰ τοῦ ὑπευθύνου. Κ. Λεοντόπουλος Μία τιμωρία Ὁ Προσκοπικὸς διευθυντὴς κ. Γ. Φ. Φίσσας, ὁ Κυβερνήτης τοῦ Λευκοῦ Πύργου, ἐτιμήθη ὑπὸ τῶν συναδέλφων του μὲ τὸ ἀργυροῦν μετάλλιον, διὰ τὰς ἐξαιρετικὰς ὑπηρεσίας του εἰς τὴν ἀγωγὴν τῆς νεότητος. Συναυλία καὶ ἑορτή Χθὲς ἐδόθη εἰς τὸ Μεγάλον Ξενοδοχεῖον συναυλία ὑπὸ τῆς Μουσικῆς τῆς Φρουρᾶς, ἡ ὁποία ἐσημείωσε πλήρη ἐπιτυχίαν. Παρέστησαν πολλαὶ οἰκογένειαι τῆς πόλεως καὶ ἡ ἑσπερὶς ἔληξεν εἰς τὰς πρωϊνὰς ὥρας. ΚΟΙΝΩΝΙΚΑ Ὁ φίλτατος κ. Δημ. Σάντης, διευθυντὴς τοῦ Ἐμπορικοῦ Συλλόγου, καὶ ἡ δεσποινὶς Βασιλικὴ Κρηθ, ἀρραβωνίσθησαν εἰς Σκόπια. Θερμὰ συγχαρητήρια. Ὁ κ. Εὐάγγελος Σ. Σταύρου, ἐκτελωνιστής, καὶ ἡ δεσποινὶς Μαρίκα Ζάννα ἐτέλεσαν τοὺς γάμους των. Ἡ εὐλογία ἐγένετο εἰς τὸν ναὸν τῆς Ἁγίας Σοφίας. Ἑορτάζοντες καὶ μή Σήμερον ἑορτάζουν ὅσοι φέρουν τὸ ὄνομα Εὐάγγελος καὶ Εὐαγγελία. Ἐκ τῶν φίλων μας ἑορτάζουν ὁ κ. Εὐάγγελος Ἰ. Παπαδόπουλος, ὁ κ. Εὐάγγελος Ἀλεξίου, καὶ ἄλλοι. Χρόνια πολλά. ΔΗΜ. ΣΑΝΤΗΣ καὶ ἡ ἰδικὴ ΒΑΣΙΛΙΚΗ ΚΡΗΘΗ ἀρραβωνισμένοι Ἐν Σκοπιοῖς τῇ 19|3|27 Ἰωβηλαίοι εἰς τὴν «Μέλισσαν» Ὁ κ. Ἰωάννης Λόγιος προσέφερε 500 δρχ. εἰς τὴν «Μέλισσαν», ὁ δὲ κ. Ν. Ἀλεξίου 300 δρχ. Ἡ διοίκησις εὐχαριστεῖ θερμῶς.	[4, 34, 229, 2194]
market-cell: 33.32	[878, 1605, 906, 1616]
col3-sub-complaint: Μία καταγγελία	[727, 679, 843, 694]
column-3: ΠΡΟΣΦΥΓΙΚΗ ΖΩΗ Η ΑΥΡΙΑΝΗ ΣΥΣΚΕΨΙΣ Χθὲς τὸ ἑσπέρας συνῆλθον εἰς τὴν Ἐπιτροπὴν τῆς Παμπροσφυγικῆς Ὀργανώσεως οἱ ἀντιπρόσωποι τῶν διαφόρων προσφυγικῶν σωματείων, ὅπως συζητήσουν τὰ ζητήματα τὰ ἀφορῶντα τὴν ἀποκατάστασιν τῶν προσφύγων. Ἀπεφασίσθη νὰ συγκληθῇ αὔριον γενικὴ συνέλευσις, κατὰ τὴν ὁποίαν θὰ ληφθοῦν αἱ ὁριστικαὶ ἀποφάσεις. Ἡ καπνοκαλλιέργεια Εἰς τὸ Γεωργικὸν Γραφεῖον ἐγένετο σύσκεψις μεταξὺ τῶν καπνοπαραγωγῶν διὰ τὴν λῆψιν μέτρων πρὸς βελτίωσιν τῆς ποιότητος τοῦ καπνοῦ. Οἱ Λαχανόκηποι Ἡ Γενικὴ Διεύθυνσις Ἐποικισμοῦ ἐνέκρινε πίστωσιν 60.000 δραχμῶν διὰ τὴν ἀγορὰν σπόρων λαχανικῶν, οἱ ὁποῖοι θὰ διανεμηθοῦν δωρεὰν εἰς τοὺς πρόσφυγας. Ἀμπελουργικὰ δάνεια Ἐκ τῆς Ἀγροτικῆς Τραπέζης ἐδόθησαν δάνεια εἰς τοὺς ἀμπελουργοὺς πρόσφυγας διὰ τὴν καλλιέργειαν τῶν ἀμπέλων. Πρόσφυγες Μ. Ρεύματος Οἱ πρόσφυγες τοῦ Μεγάλου Ρεύματος διαμαρτύρονται διότι δὲν ἔχουν ἀκόμη λάβει τοὺς τίτλους ἰδιοκτησίας τῶν οἰκοπέδων των. Ἡ Συνοικισμοί Ἐπεσκέφθη χθὲς τοὺς προσφυγικοὺς συνοικισμοὺς ὁ Γενικὸς Διοικητὴς καὶ ἐξήτασε τὰς ἀνάγκας των. Διετάχθη ἡ κατασκευὴ ὁδῶν καὶ ἡ ἐπισκευὴ τῶν σχολείων. Ἐπίσης θὰ ἱδρυθῇ φαρμακεῖον καὶ ἀγροτικὸν ἰατρεῖον. Μία καταγγελία Ἐκ Καλαμαριᾶς λαμβάνομεν διαμαρτυρίαν τῶν κατοίκων ὅτι παρ' ὅλας τὰς ὑποσχέσεις τῆς Ε. Α. Π., οὐδὲν ἔργον ἐγένετο ἀκόμη εἰς τὸν συνοικισμόν των. Ζητοῦν τὴν ἄμεσον ἐπέμβασιν τῶν ἁρμοδίων. Οἱ Πρόσφυγες Μαιάνδρου Παρακαλοῦνται οἱ πρόσφυγες ἐκ Μαιάνδρου νὰ προσέλθουν εἰς τὰ γραφεῖα τοῦ Συλλόγου πρὸς ἐγγραφήν. Πρόσκλησις Π.Ο.Α.Α. Προσκαλοῦνται οἱ ἀντιπρόσωποι ὅπως προσέλθουν εἰς τὴν συνεδρίασιν τῆς Π.Ο.Α.Α. τὴν 7 μ. μ. (Ἐκ τοῦ Γραφείου)	[684, 102, 886, 1462]
market-cell: Ἰταλίας	[694, 1582, 733, 1593]
chron-theater-note: ΠΑΝΘΕΟΝ (Θίασος Ἀργυρόπουλου)	[1368, 616, 1570, 628]
president-sub: Ο ΠΡΟΕΔΡΟΣ ΤΗΣ Ε-Α-Π.	[1145, 124, 1333, 139]
trade-sub: ΑΛΕΥΡΑ	[692, 1814, 747, 1829]
market-cell: 36.—	[881, 1722, 906, 1734]
labor-sub-orders: Παραγγελίας Κάτων	[1167, 547, 1311, 562]
market-cell: ΑΣΤ.	[1277, 1560, 1301, 1572]
orchestra-title: Η ΣΗΜΕΡΙΝΗ ΤΗΣ ΟΡΧΗΣΤΡΑΣ	[281, 1052, 409, 1081]
market-cell: 1560	[1330, 1583, 1355, 1595]
president-title: ΕΠΑΝΗΛΘΕ ΧΘΕΣ	[1172, 106, 1306, 121]
cinema-1: ΑΘΗΝΑΙΟΝ. —Ὁ Σκρούτς.	[1368, 1062, 1503, 1074]
engagement-status: ἀρραβωνισμένοι	[74, 1420, 159, 1432]
refugees-sub-1: ΕΠΑΡΧΙΑΣ	[466, 746, 532, 759]
announcement-sec-name: Γ. ΓΕΩΡΓΟΥΛΑΤΗΣ	[943, 461, 1063, 475]
economic-banner-title: ΟΙΚΟΝΟΜΙΚΟΝ ΔΕΛΤΙΟΝ	[816, 1478, 1239, 1508]
good-9: ΣΑΚΧΑΡΙΣ	[916, 1865, 986, 1880]
market-cell: 22.—	[881, 1699, 906, 1711]
market-cell: 41.—	[881, 1688, 906, 1699]
